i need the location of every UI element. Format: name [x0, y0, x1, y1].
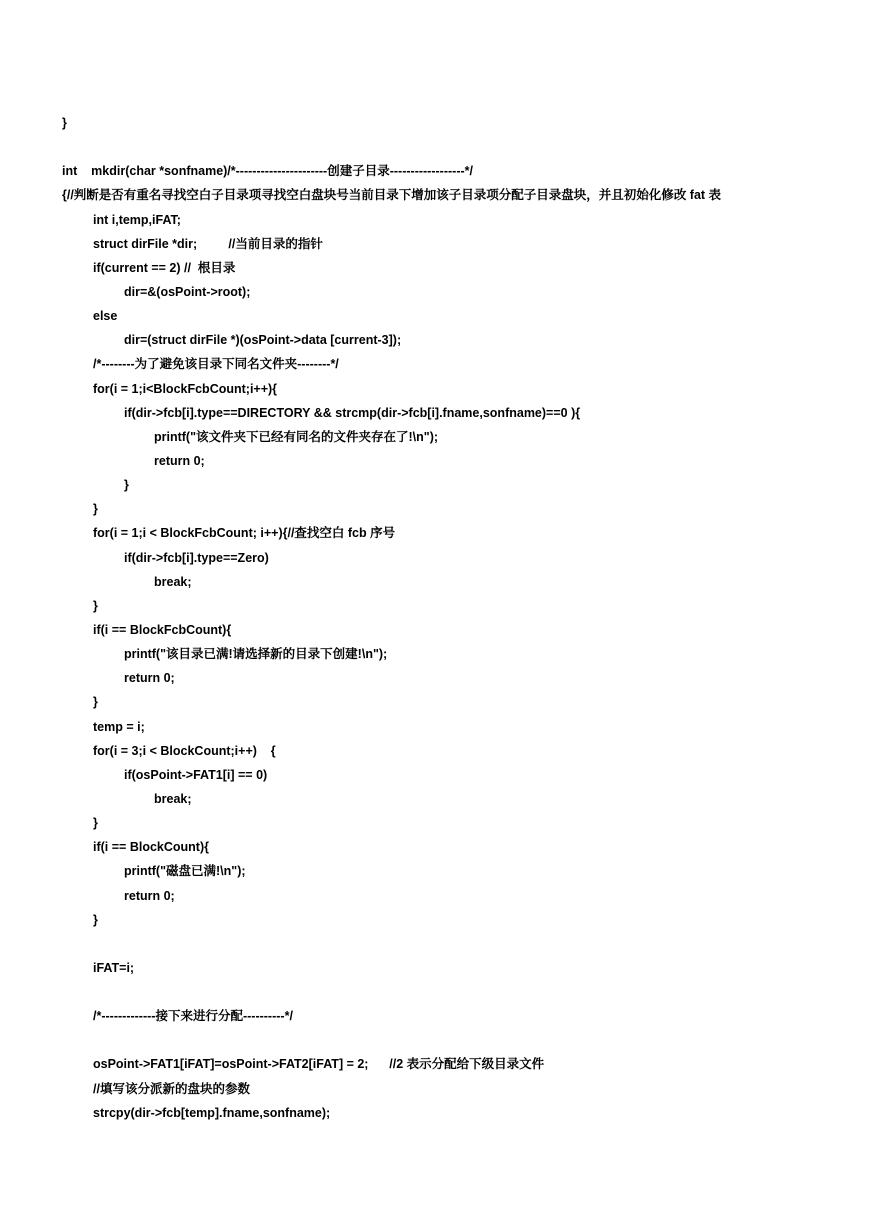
- code-line: int mkdir(char *sonfname)/*----------------------创建子目录------------------*/: [62, 164, 473, 179]
- code-line: [62, 980, 852, 1004]
- code-line: printf("磁盘已满!\n");: [124, 864, 246, 879]
- code-line: [62, 932, 852, 956]
- code-line: printf("该文件夹下已经有同名的文件夹存在了!\n");: [154, 429, 439, 444]
- code-line: }: [93, 598, 98, 613]
- code-line: [62, 1028, 852, 1052]
- code-line: if(i == BlockFcbCount){: [93, 622, 232, 637]
- code-line: [62, 135, 852, 159]
- code-line: if(current == 2) // 根目录: [93, 260, 236, 275]
- code-line: if(osPoint->FAT1[i] == 0): [124, 767, 268, 782]
- code-line: {//判断是否有重名寻找空白子目录项寻找空白盘块号当前目录下增加该子目录项分配子目录盘块，并且初始化修改 fat 表: [62, 188, 722, 203]
- code-line: osPoint->FAT1[iFAT]=osPoint->FAT2[iFAT] = 2; //2 表示分配给下级目录文件: [93, 1057, 545, 1072]
- code-line: return 0;: [124, 888, 175, 903]
- code-line: break;: [154, 574, 192, 589]
- code-line: if(i == BlockCount){: [93, 840, 209, 855]
- code-line: return 0;: [124, 671, 175, 686]
- code-line: struct dirFile *dir; //当前目录的指针: [93, 236, 323, 251]
- code-line: dir=&(osPoint->root);: [124, 284, 251, 299]
- code-line: }: [93, 912, 98, 927]
- code-line: dir=(struct dirFile *)(osPoint->data [current-3]);: [124, 333, 402, 348]
- code-line: return 0;: [154, 453, 205, 468]
- code-line: strcpy(dir->fcb[temp].fname,sonfname);: [93, 1105, 331, 1120]
- code-line: }: [93, 816, 98, 831]
- code-line: iFAT=i;: [93, 960, 135, 975]
- code-line: for(i = 1;i < BlockFcbCount; i++){//查找空白 fcb 序号: [93, 526, 396, 541]
- code-line: /*-------------接下来进行分配----------*/: [93, 1009, 293, 1024]
- code-line: //填写该分派新的盘块的参数: [93, 1081, 250, 1096]
- code-line: break;: [154, 791, 192, 806]
- code-line: }: [62, 116, 67, 130]
- code-line: int i,temp,iFAT;: [93, 212, 181, 227]
- code-line: printf("该目录已满!请选择新的目录下创建!\n");: [124, 647, 388, 662]
- code-line: }: [93, 502, 98, 517]
- code-line: for(i = 3;i < BlockCount;i++) {: [93, 743, 276, 758]
- code-line: if(dir->fcb[i].type==DIRECTORY && strcmp(dir->fcb[i].fname,sonfname)==0 ){: [124, 405, 581, 420]
- code-line: temp = i;: [93, 719, 145, 734]
- code-line: }: [93, 695, 98, 710]
- code-document: [62, 111, 852, 1125]
- code-line: for(i = 1;i<BlockFcbCount;i++){: [93, 381, 278, 396]
- code-line: else: [93, 309, 118, 324]
- code-line: }: [124, 478, 129, 493]
- code-line: /*--------为了避免该目录下同名文件夹--------*/: [93, 357, 339, 372]
- code-line: if(dir->fcb[i].type==Zero): [124, 550, 269, 565]
